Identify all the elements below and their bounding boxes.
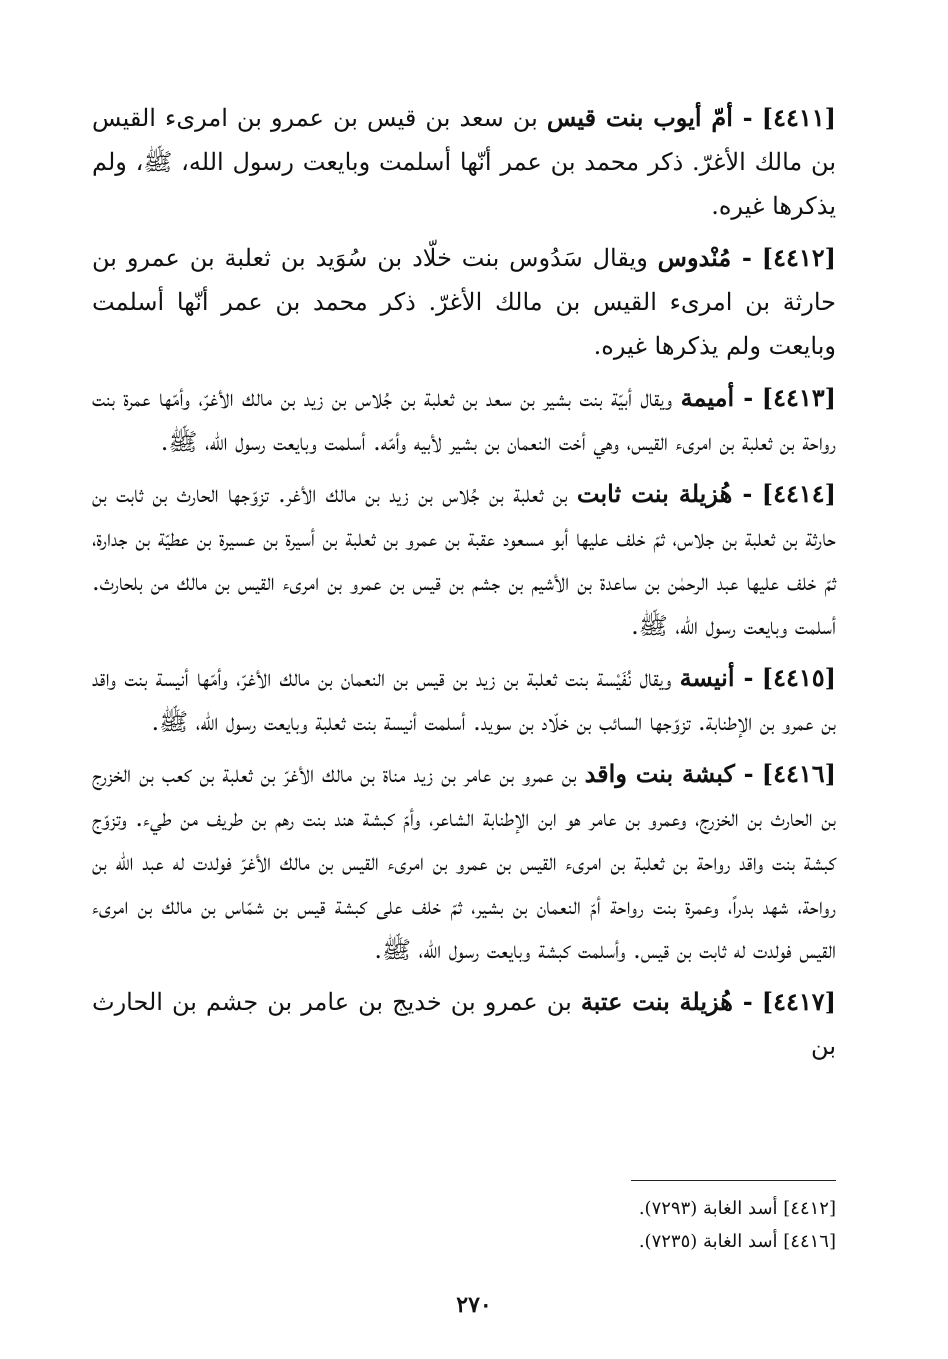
entry-text: بن عمرو بن خديج بن عامر بن جشم بن الحارث بن xyxy=(92,988,836,1060)
entry-name: - أميمة xyxy=(680,383,754,412)
page-number: ٢٧٠ xyxy=(456,1292,492,1318)
entry-name: - مُنْدوس xyxy=(657,243,752,272)
footnote: [٤٤١٦] أسد الغابة (٧٢٣٥). xyxy=(638,1231,836,1252)
entry-4414 xyxy=(92,472,836,648)
entry-text: ويقال نُفَيْسة بنت ثعلبة بن زيد بن قيس بن النعمان بن مالك الأغرّ، وأمّها أنيسة بنت واقد بن عمرو بن الإطنابة. تزوّجها السائب بن خلّاد بن سويد. أسلمت أنيسة بنت ثعلبة وبايعت رسول الله، ﷺ. xyxy=(92,664,836,736)
entry-text: ويقال أبيّة بنت بشير بن سعد بن ثعلبة بن جُلاس بن زيد بن مالك الأغرّ، وأمّها عمرة بنت رواحة بن ثعلبة بن امرىء القيس، وهي أخت النعمان بن بشير لأبيه وأمّه. أسلمت وبايعت رسول الله، ﷺ. xyxy=(92,384,836,456)
entry-number: [٤٤١١] xyxy=(761,103,836,132)
entry-text: ويقال سَدُوس بنت خلّاد بن سُوَيد بن ثعلبة بن عمرو بن حارثة بن امرىء القيس بن مالك الأغرّ. ذكر محمد بن عمر أنّها أسلمت وبايعت ولم يذكرها غيره. xyxy=(92,244,836,360)
entry-4413 xyxy=(92,376,836,464)
entry-number: [٤٤١٣] xyxy=(761,383,836,412)
entry-name: - كبشة بنت واقد xyxy=(584,759,754,788)
entry-4417 xyxy=(92,980,836,1068)
entry-4415 xyxy=(92,656,836,744)
footnote-divider xyxy=(631,1180,836,1181)
entry-name: - هُزيلة بنت ثابت xyxy=(576,479,753,508)
entry-number: [٤٤١٧] xyxy=(761,987,836,1016)
entry-name: - هُزيلة بنت عتبة xyxy=(580,987,753,1016)
entry-4416 xyxy=(92,752,836,972)
entry-text: بن سعد بن قيس بن عمرو بن امرىء القيس بن مالك الأغرّ. ذكر محمد بن عمر أنّها أسلمت وبايعت رسول الله، ﷺ، ولم يذكرها غيره. xyxy=(92,104,836,220)
entry-4412 xyxy=(92,236,836,368)
entry-number: [٤٤١٢] xyxy=(761,243,836,272)
entry-text: بن عمرو بن عامر بن زيد مناة بن مالك الأغرّ بن ثعلبة بن كعب بن الخزرج بن الحارث بن الخزرج، وعمرو بن عامر هو ابن الإطنابة الشاعر، وأمّ كبشة هند بنت رهم بن طريف من طيء. وتزوّج كبشة بنت واقد رواحة بن ثعلبة بن امرىء القيس بن عمرو بن امرىء القيس بن مالك الأغرّ فولدت له عبد الله بن رواحة، شهد بدراً، وعمرة بنت رواحة أمّ النعمان بن بشير، ثمّ خلف على كبشة قيس بن شمّاس بن مالك بن امرىء القيس فولدت له ثابت بن قيس. وأسلمت كبشة وبايعت رسول الله، ﷺ. xyxy=(92,760,836,964)
entry-number: [٤٤١٤] xyxy=(761,479,836,508)
entry-name: - أنيسة xyxy=(679,663,754,692)
entry-4411 xyxy=(92,96,836,228)
main-text xyxy=(92,96,836,1076)
entry-number: [٤٤١٥] xyxy=(761,663,836,692)
entry-text: بن ثعلبة بن جُلاس بن زيد بن مالك الأغر. تزوّجها الحارث بن ثابت بن حارثة بن ثعلبة بن جلاس، ثمّ خلف عليها أبو مسعود عقبة بن عمرو بن ثعلبة بن أسيرة بن عسيرة بن عطيّة بن جدارة، ثمّ خلف عليها عبد الرحمٰن بن ساعدة بن الأشيم بن جشم بن قيس بن عمرو بن امرىء القيس بن مالك من بلحارث. أسلمت وبايعت رسول الله، ﷺ. xyxy=(92,480,836,640)
entry-number: [٤٤١٦] xyxy=(761,759,836,788)
footnotes xyxy=(336,1192,836,1258)
entry-name: - أمّ أيوب بنت قيس xyxy=(546,103,753,132)
footnote: [٤٤١٢] أسد الغابة (٧٢٩٣). xyxy=(638,1198,836,1219)
